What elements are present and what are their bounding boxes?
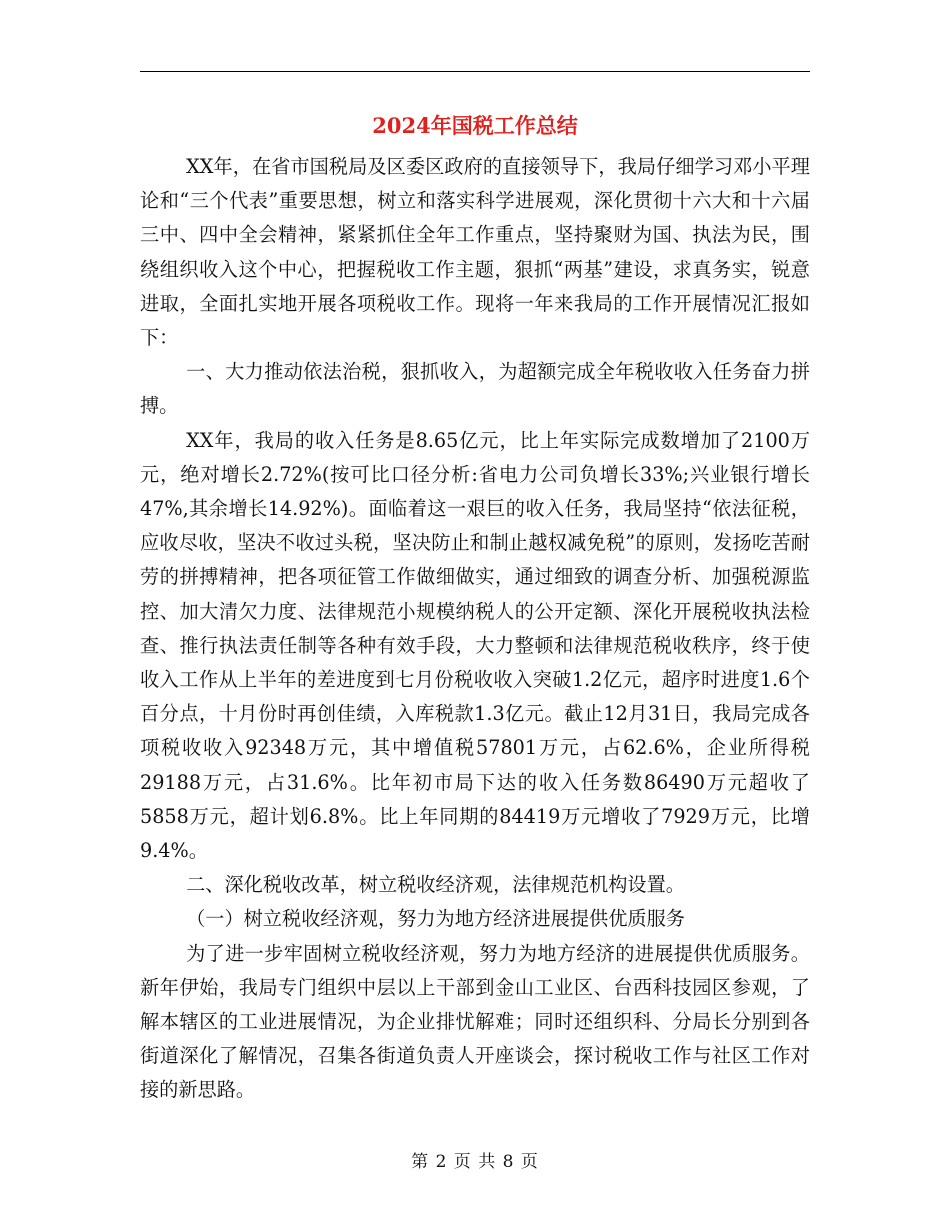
header-rule xyxy=(140,71,810,72)
page-number-footer: 第 2 页 共 8 页 xyxy=(411,1152,539,1172)
document-body xyxy=(140,150,810,1108)
paragraph-service-details: 为了进一步牢固树立税收经济观，努力为地方经济的进展提供优质服务。新年伊始，我局专门组织中层以上干部到金山工业区、台西科技园区参观，了解本辖区的工业进展情况，为企业排忧解难；同时还组织科、分局长分别到各街道深化了解情况，召集各街道负责人开座谈会，探讨税收工作与社区工作对接的新思路。 xyxy=(140,941,810,1102)
paragraph-section-two-heading: 二、深化税收改革，树立税收经济观，法律规范机构设置。 xyxy=(186,873,685,897)
paragraph-subsection-one-heading: （一）树立税收经济观，努力为地方经济进展提供优质服务 xyxy=(186,907,685,931)
paragraph-revenue-details: XX年，我局的收入任务是8.65亿元，比上年实际完成数增加了2100万元，绝对增长2.72%(按可比口径分析:省电力公司负增长33%;兴业银行增长47%,其余增长14.92%)。面临着这一艰巨的收入任务，我局坚持“依法征税，应收尽收，坚决不收过头税，坚决防止和制止越权减免税”的原则，发扬吃苦耐劳的拼搏精神，把各项征管工作做细做实，通过细致的调查分析、加强税源监控、加大清欠力度、法律规范小规模纳税人的公开定额、深化开展税收执法检查、推行执法责任制等各种有效手段，大力整顿和法律规范税收秩序，终于使收入工作从上半年的差进度到七月份税收收入突破1.2亿元，超序时进度1.6个百分点，十月份时再创佳绩，入库税款1.3亿元。截止12月31日，我局完成各项税收收入92348万元，其中增值税57801万元，占62.6%，企业所得税29188万元，占31.6%。比年初市局下达的收入任务数86490万元超收了5858万元，超计划6.8%。比上年同期的84419万元增收了7929万元，比增9.4%。 xyxy=(140,428,810,863)
paragraph-intro: XX年，在省市国税局及区委区政府的直接领导下，我局仔细学习邓小平理论和“三个代表”重要思想，树立和落实科学进展观，深化贯彻十六大和十六届三中、四中全会精神，紧紧抓住全年工作重点，坚持聚财为国、执法为民，围绕组织收入这个中心，把握税收工作主题，狠抓“两基”建设，求真务实，锐意进取，全面扎实地开展各项税收工作。现将一年来我局的工作开展情况汇报如下： xyxy=(140,155,810,350)
document-title: 2024年国税工作总结 xyxy=(372,113,578,138)
paragraph-section-one-heading: 一、大力推动依法治税，狠抓收入，为超额完成全年税收收入任务奋力拼搏。 xyxy=(140,360,810,418)
